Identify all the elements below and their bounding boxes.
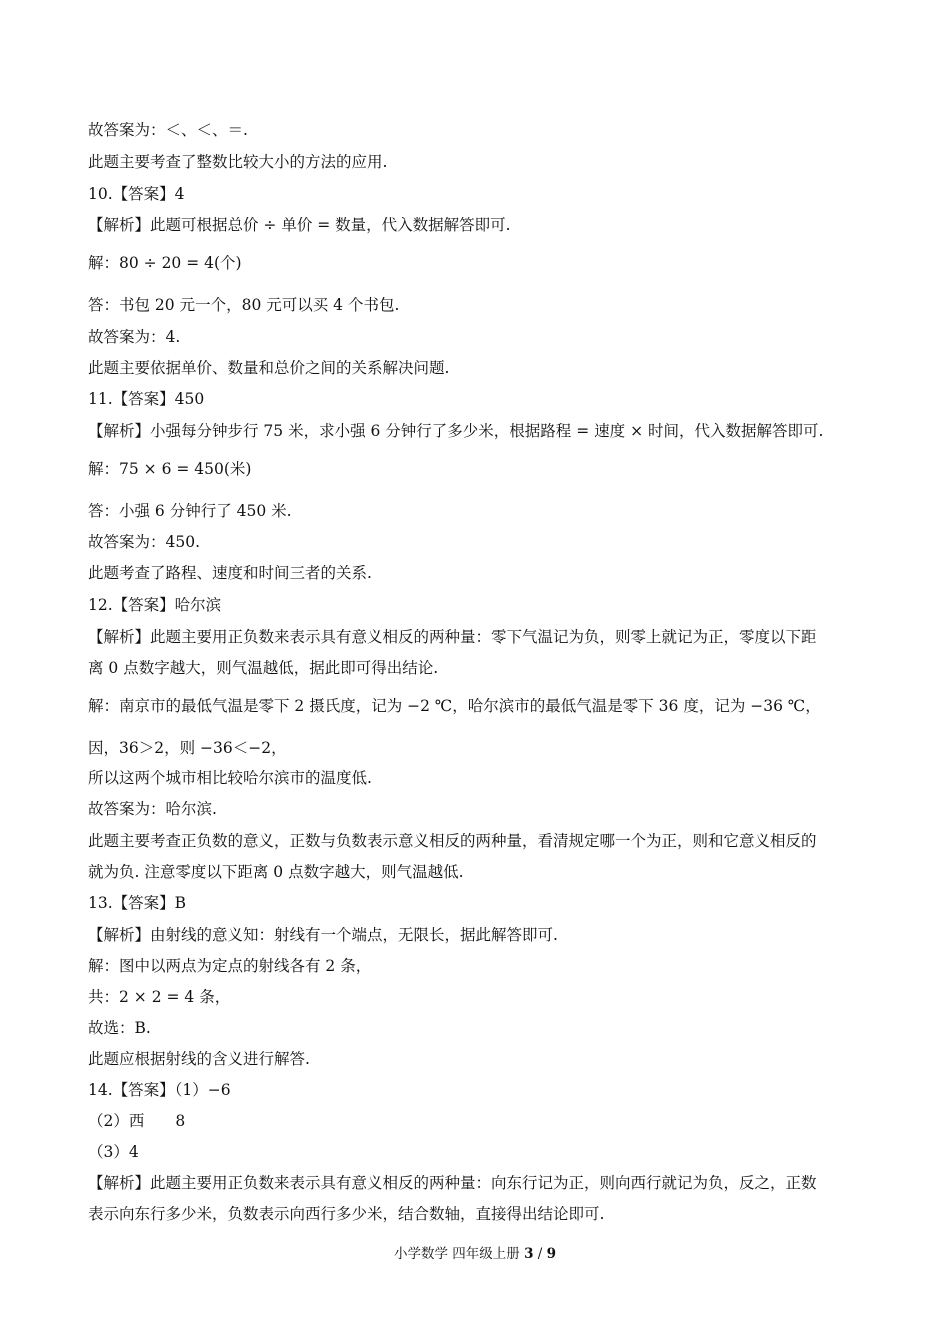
answer-heading: 11.【答案】450	[88, 390, 205, 408]
page-total: 9	[546, 1246, 557, 1262]
solution-line: 解：80 ÷ 20 = 4(个)	[88, 254, 242, 272]
analysis-line: 【解析】此题主要用正负数来表示具有意义相反的两种量：零下气温记为负，则零上就记为正，零度以下距	[88, 628, 817, 646]
analysis-line: 【解析】此题主要用正负数来表示具有意义相反的两种量：向东行记为正，则向西行就记为负，反之，正数	[88, 1174, 817, 1192]
answer-heading: 13.【答案】B	[88, 894, 187, 912]
text-line: 故选：B.	[88, 1019, 151, 1037]
text-line: （2）西 8	[88, 1112, 186, 1130]
page-number: 3	[524, 1246, 534, 1262]
text-line: 此题主要考查正负数的意义，正数与负数表示意义相反的两种量，看清规定哪一个为正，则和它意义相反的	[88, 832, 817, 850]
text-line: 此题主要依据单价、数量和总价之间的关系解决问题.	[88, 359, 450, 377]
solution-line: 解：南京市的最低气温是零下 2 摄氏度，记为 −2 ℃，哈尔滨市的最低气温是零下 36 度，记为 −36 ℃，	[88, 697, 821, 715]
text-line: 表示向东行多少米，负数表示向西行多少米，结合数轴，直接得出结论即可.	[88, 1205, 605, 1223]
analysis-line: 【解析】此题可根据总价 ÷ 单价 = 数量，代入数据解答即可.	[88, 216, 511, 234]
text-line: 故答案为：450.	[88, 533, 201, 551]
answer-heading: 10.【答案】4	[88, 185, 185, 203]
text-line: 此题主要考查了整数比较大小的方法的应用.	[88, 153, 388, 171]
analysis-line: 【解析】小强每分钟步行 75 米，求小强 6 分钟行了多少米，根据路程 = 速度 × 时间，代入数据解答即可.	[88, 422, 824, 440]
text-line: 故答案为：4.	[88, 328, 181, 346]
text-line: 离 0 点数字越大，则气温越低，据此即可得出结论.	[88, 659, 439, 677]
text-line: 故答案为：＜、＜、＝.	[88, 121, 248, 139]
text-line: 所以这两个城市相比较哈尔滨市的温度低.	[88, 769, 372, 787]
answer-heading: 14.【答案】（1）−6	[88, 1081, 231, 1099]
text-line: 解：图中以两点为定点的射线各有 2 条，	[88, 957, 372, 975]
footer-label: 小学数学 四年级上册	[393, 1246, 525, 1262]
text-line: 答：小强 6 分钟行了 450 米.	[88, 502, 292, 520]
text-line: 此题考查了路程、速度和时间三者的关系.	[88, 564, 372, 582]
text-line: 答：书包 20 元一个，80 元可以买 4 个书包.	[88, 296, 400, 314]
text-line: 因，36＞2，则 −36＜−2，	[88, 739, 287, 757]
analysis-line: 【解析】由射线的意义知：射线有一个端点，无限长，据此解答即可.	[88, 926, 558, 944]
text-line: （3）4	[88, 1143, 139, 1161]
text-line: 此题应根据射线的含义进行解答.	[88, 1050, 310, 1068]
page-footer	[0, 1245, 950, 1263]
solution-line: 解：75 × 6 = 450(米)	[88, 460, 252, 478]
page-separator: /	[533, 1246, 547, 1262]
solution-line: 共：2 × 2 = 4 条，	[88, 988, 231, 1006]
text-line: 就为负. 注意零度以下距离 0 点数字越大，则气温越低.	[88, 863, 464, 881]
answer-heading: 12.【答案】哈尔滨	[88, 596, 222, 614]
text-line: 故答案为：哈尔滨.	[88, 800, 217, 818]
